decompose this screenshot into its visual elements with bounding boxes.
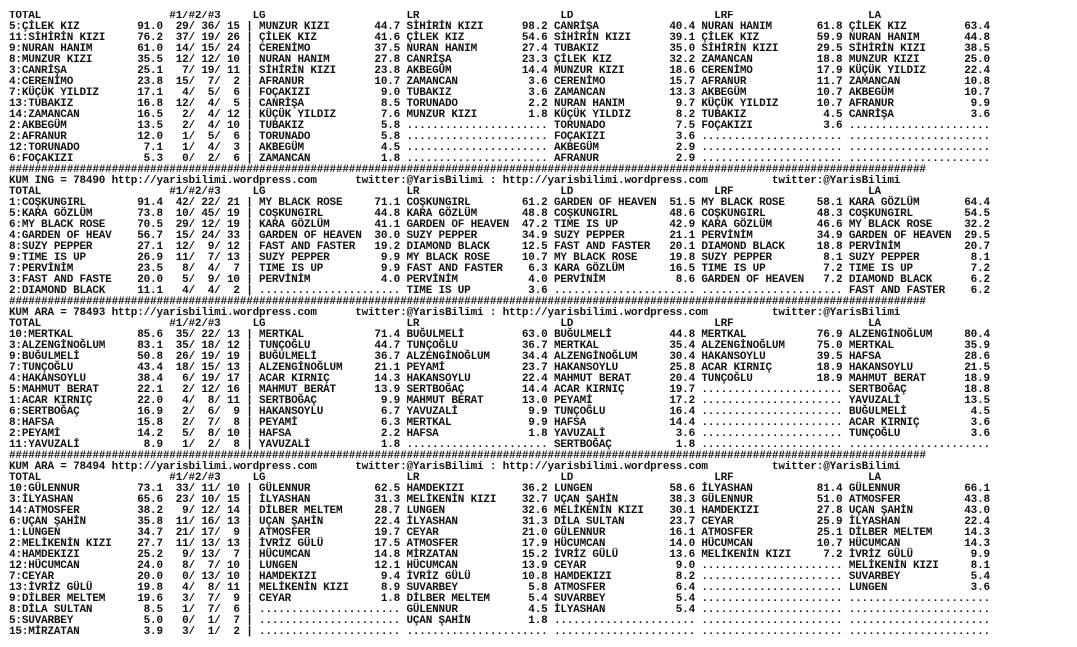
text-line: 6:SERTBOĞAÇ 16.9 2/ 6/ 9 | HAKANSOYLU 6.7 YAVUZALİ 9.9 TUNÇOĞLU 16.4 ...................... BUĞULMELİ 4.5 [9, 406, 990, 418]
text-line: 9:NURAN HANIM 61.0 14/ 15/ 24 | CERENİMO 37.5 NURAN HANIM 27.4 TUBAKIZ 35.0 SİHİRİN KIZI 29.5 SİHİRİN KIZI 38.5 [9, 43, 990, 55]
text-line: TOTAL #1/#2/#3 LG LR LD LRF LA [9, 186, 881, 198]
text-line: 4:CERENİMO 23.8 15/ 7/ 2 | AFRANUR 10.7 ZAMANCAN 3.6 CERENİMO 15.7 AFRANUR 11.7 ZAMANCAN 10.8 [9, 76, 990, 88]
text-line: 9:TIME IS UP 26.9 11/ 7/ 13 | SUZY PEPPER 9.9 MY BLACK ROSE 10.7 MY BLACK ROSE 19.8 SUZY PEPPER 8.1 SUZY PEPPER 8.1 [9, 252, 990, 264]
text-line: ############################################################################################################################################### [9, 450, 926, 462]
text-line: 9:DİLBER MELTEM 19.6 3/ 7/ 9 | CEYAR 1.8 DİLBER MELTEM 5.4 SUVARBEY 5.4 ...................... ...................... [9, 593, 990, 605]
text-line: 1:COŞKUNGIRL 91.4 42/ 22/ 21 | MY BLACK ROSE 71.1 COŞKUNGIRL 61.2 GARDEN OF HEAVEN 51.5 MY BLACK ROSE 58.1 KARA GÖZLÜM 64.4 [9, 197, 990, 209]
text-line: 4:HAKANSOYLU 38.4 6/ 19/ 17 | ACAR KIRNIÇ 14.3 HAKANSOYLU 22.4 MAHMUT BERAT 20.4 TUNÇOĞLU 18.9 MAHMUT BERAT 18.9 [9, 373, 990, 385]
text-line: 1:LUNGEN 34.7 21/ 17/ 9 | ATMOSFER 19.7 CEYAR 21.0 GÜLENNUR 16.1 ATMOSFER 25.1 DİLBER MELTEM 14.3 [9, 527, 990, 539]
text-line: 7:PERVİNİM 23.5 8/ 4/ 7 | TIME IS UP 9.9 FAST AND FASTER 6.3 KARA GÖZLÜM 16.5 TIME IS UP 7.2 TIME IS UP 7.2 [9, 263, 990, 275]
text-line: TOTAL #1/#2/#3 LG LR LD LRF LA [9, 318, 881, 330]
race-results-sheet [9, 11, 1071, 638]
text-line: 5:KARA GÖZLÜM 73.8 10/ 45/ 19 | COŞKUNGIRL 44.8 KARA GÖZLÜM 48.8 COŞKUNGIRL 48.6 COŞKUNGIRL 48.3 COŞKUNGIRL 54.5 [9, 208, 990, 220]
text-line: 2:MELİKENİN KIZI 27.7 11/ 13/ 13 | İVRİZ GÜLÜ 17.5 ATMOSFER 17.9 HÜCUMCAN 14.0 HÜCUMCAN 10.7 HÜCUMCAN 14.3 [9, 538, 990, 550]
text-line: TOTAL #1/#2/#3 LG LR LD LRF LA [9, 11, 881, 22]
text-line: 8:SUZY PEPPER 27.1 12/ 9/ 12 | FAST AND FASTER 19.2 DIAMOND BLACK 12.5 FAST AND FASTER 20.1 DIAMOND BLACK 18.8 PERVİNİM 20.7 [9, 241, 990, 253]
text-line: KUM ARA = 78493 http://yarisbilimi.wordpress.com twitter:@YarisBilimi : http://yarisbilimi.wordpress.com twitter:@YarisBilimi [9, 307, 901, 319]
text-line: TOTAL #1/#2/#3 LG LR LD LRF LA [9, 472, 881, 484]
text-line: 9:BUĞULMELİ 50.8 26/ 19/ 19 | BUĞULMELİ 36.7 ALZENGİNOĞLUM 34.4 ALZENGİNOĞLUM 30.4 HAKANSOYLU 39.5 HAFSA 28.6 [9, 351, 990, 363]
text-line: 5:ÇİLEK KIZ 91.0 29/ 36/ 15 | MUNZUR KIZI 44.7 SİHİRİN KIZI 98.2 CANRİŞA 40.4 NURAN HANIM 61.8 ÇİLEK KIZ 63.4 [9, 21, 990, 33]
text-line: 10:GÜLENNUR 73.1 33/ 11/ 10 | GÜLENNUR 62.5 HAMDEKIZI 36.2 LUNGEN 58.6 İLYASHAN 81.4 GÜLENNUR 66.1 [9, 483, 990, 495]
text-line: 11:YAVUZALİ 8.9 1/ 2/ 8 | YAVUZALİ 1.8 ...................... SERTBOĞAÇ 1.8 ...................... ...................... [9, 439, 990, 451]
text-line: 2:PEYAMİ 14.2 5/ 8/ 10 | HAFSA 2.2 HAFSA 1.8 YAVUZALİ 3.6 ...................... TUNÇOĞLU 3.6 [9, 428, 990, 440]
text-line: 8:MUNZUR KIZI 35.5 12/ 12/ 10 | NURAN HANIM 27.8 CANRİŞA 23.3 ÇİLEK KIZ 32.2 ZAMANCAN 18.8 MUNZUR KIZI 25.0 [9, 54, 990, 66]
text-line: 2:AFRANUR 12.0 1/ 5/ 6 | TORUNADO 5.8 ...................... FOÇAKIZI 3.6 ...................... ...................... [9, 131, 990, 143]
text-line: 5:SUVARBEY 5.0 0/ 1/ 7 | ...................... UÇAN ŞAHİN 1.8 ...................... ...................... ...................... [9, 615, 990, 627]
text-line: 2:DIAMOND BLACK 11.1 4/ 4/ 2 | ...................... TIME IS UP 3.6 ...................... ...................... FAST AND FASTER 6.2 [9, 285, 990, 297]
text-line: ############################################################################################################################################### [9, 296, 926, 308]
text-line: 10:MERTKAL 85.6 35/ 22/ 13 | MERTKAL 71.4 BUĞULMELİ 63.0 BUĞULMELİ 44.8 MERTKAL 76.9 ALZENGİNOĞLUM 80.4 [9, 329, 990, 341]
text-line: 3:CANRİŞA 25.1 7/ 19/ 11 | SİHİRİN KIZI 23.8 AKBEGÜM 14.4 MUNZUR KIZI 18.6 CERENİMO 17.9 KÜÇÜK YILDIZ 22.4 [9, 65, 990, 77]
text-line: 3:İLYASHAN 65.6 23/ 10/ 15 | İLYASHAN 31.3 MELİKENİN KIZI 32.7 UÇAN ŞAHİN 38.3 GÜLENNUR 51.0 ATMOSFER 43.8 [9, 494, 990, 506]
text-line: 3:ALZENGİNOĞLUM 83.1 35/ 18/ 12 | TUNÇOĞLU 44.7 TUNÇOĞLU 36.7 MERTKAL 35.4 ALZENGİNOĞLUM 75.0 MERTKAL 35.9 [9, 340, 990, 352]
text-line: 4:HAMDEKIZI 25.2 9/ 13/ 7 | HÜCUMCAN 14.8 MİRZATAN 15.2 İVRİZ GÜLÜ 13.6 MELİKENİN KIZI 7.2 İVRİZ GÜLÜ 9.9 [9, 549, 990, 561]
text-line: KUM ARA = 78494 http://yarisbilimi.wordpress.com twitter:@YarisBilimi : http://yarisbilimi.wordpress.com twitter:@YarisBilimi [9, 461, 901, 473]
text-line: 4:GARDEN OF HEAV 56.7 15/ 24/ 33 | GARDEN OF HEAVEN 30.0 SUZY PEPPER 34.9 SUZY PEPPER 21.1 PERVİNİM 34.9 GARDEN OF HEAVEN 29.5 [9, 230, 990, 242]
text-line: 1:ACAR KIRNIÇ 22.0 4/ 8/ 11 | SERTBOĞAÇ 9.9 MAHMUT BERAT 13.0 PEYAMİ 17.2 ...................... YAVUZALİ 13.5 [9, 395, 990, 407]
text-line: 6:MY BLACK ROSE 70.5 29/ 12/ 19 | KARA GÖZLÜM 41.1 GARDEN OF HEAVEN 47.2 TIME IS UP 42.9 KARA GÖZLÜM 46.6 MY BLACK ROSE 32.2 [9, 219, 990, 231]
text-line: 13:İVRİZ GÜLÜ 19.8 4/ 8/ 11 | MELİKENİN KIZI 8.9 SUVARBEY 5.8 ATMOSFER 6.4 ...................... LUNGEN 3.6 [9, 582, 990, 594]
text-line: 7:CEYAR 20.0 0/ 13/ 10 | HAMDEKIZI 9.4 İVRİZ GÜLÜ 10.8 HAMDEKIZI 8.2 ...................... SUVARBEY 5.4 [9, 571, 990, 583]
text-line: 6:UÇAN ŞAHİN 35.8 11/ 16/ 13 | UÇAN ŞAHİN 22.4 İLYASHAN 31.3 DİLA SULTAN 23.7 CEYAR 25.9 İLYASHAN 22.4 [9, 516, 990, 528]
text-line: 8:HAFSA 15.8 2/ 7/ 8 | PEYAMİ 6.3 MERTKAL 9.9 HAFSA 14.4 ...................... ACAR KIRNIÇ 3.6 [9, 417, 990, 429]
text-line: 11:SİHİRİN KIZI 76.2 37/ 19/ 26 | ÇİLEK KIZ 41.6 ÇİLEK KIZ 54.6 SİHİRİN KIZI 39.1 ÇİLEK KIZ 59.9 NURAN HANIM 44.8 [9, 32, 990, 44]
text-line: 3:FAST AND FASTE 20.0 5/ 9/ 10 | PERVİNİM 4.0 PERVİNİM 4.0 PERVİNİM 8.6 GARDEN OF HEAVEN 7.2 DIAMOND BLACK 6.2 [9, 274, 990, 286]
text-line: 12:TORUNADO 7.1 1/ 4/ 3 | AKBEGÜM 4.5 ...................... AKBEGÜM 2.9 ...................... ...................... [9, 142, 990, 154]
text-line: 7:TUNÇOĞLU 43.4 18/ 15/ 13 | ALZENGİNOĞLUM 21.1 PEYAMİ 23.7 HAKANSOYLU 25.8 ACAR KIRNIÇ 18.9 HAKANSOYLU 21.5 [9, 362, 990, 374]
text-line: 12:HÜCUMCAN 24.0 8/ 7/ 10 | LUNGEN 12.1 HÜCUMCAN 13.9 CEYAR 9.0 ...................... MELİKENİN KIZI 8.1 [9, 560, 990, 572]
text-line: 8:DİLA SULTAN 8.5 1/ 7/ 6 | ...................... GÜLENNUR 4.5 İLYASHAN 5.4 ...................... ...................... [9, 604, 990, 616]
text-line: 14:ZAMANCAN 16.5 2/ 4/ 12 | KÜÇÜK YILDIZ 7.6 MUNZUR KIZI 1.8 KÜÇÜK YILDIZ 8.2 TUBAKIZ 4.5 CANRİŞA 3.6 [9, 109, 990, 121]
text-line: 5:MAHMUT BERAT 22.1 2/ 12/ 16 | MAHMUT BERAT 13.9 SERTBOĞAÇ 14.4 ACAR KIRNIÇ 19.7 ...................... SERTBOĞAÇ 18.8 [9, 384, 990, 396]
text-line: 7:KÜÇÜK YILDIZ 17.1 4/ 5/ 6 | FOÇAKIZI 9.0 TUBAKIZ 3.6 ZAMANCAN 13.3 AKBEGÜM 10.7 AKBEGÜM 10.7 [9, 87, 990, 99]
text-line: 15:MİRZATAN 3.9 3/ 1/ 2 | ...................... ...................... ...................... ...................... ...................... [9, 626, 990, 638]
text-line: KUM ING = 78490 http://yarisbilimi.wordpress.com twitter:@YarisBilimi : http://yarisbilimi.wordpress.com twitter:@YarisBilimi [9, 175, 901, 187]
text-line: 14:ATMOSFER 38.2 9/ 12/ 14 | DİLBER MELTEM 28.7 LUNGEN 32.6 MELİKENİN KIZI 30.1 HAMDEKIZI 27.8 UÇAN ŞAHİN 43.0 [9, 505, 990, 517]
text-line: 13:TUBAKIZ 16.8 12/ 4/ 5 | CANRİŞA 8.5 TORUNADO 2.2 NURAN HANIM 9.7 KÜÇÜK YILDIZ 10.7 AFRANUR 9.9 [9, 98, 990, 110]
text-line: 6:FOÇAKIZI 5.3 0/ 2/ 6 | ZAMANCAN 1.8 ...................... AFRANUR 2.9 ...................... ...................... [9, 153, 990, 165]
text-line: ############################################################################################################################################### [9, 164, 926, 176]
text-line: 2:AKBEGÜM 13.5 2/ 4/ 10 | TUBAKIZ 5.8 ...................... TORUNADO 7.5 FOÇAKIZI 3.6 ...................... [9, 120, 990, 132]
